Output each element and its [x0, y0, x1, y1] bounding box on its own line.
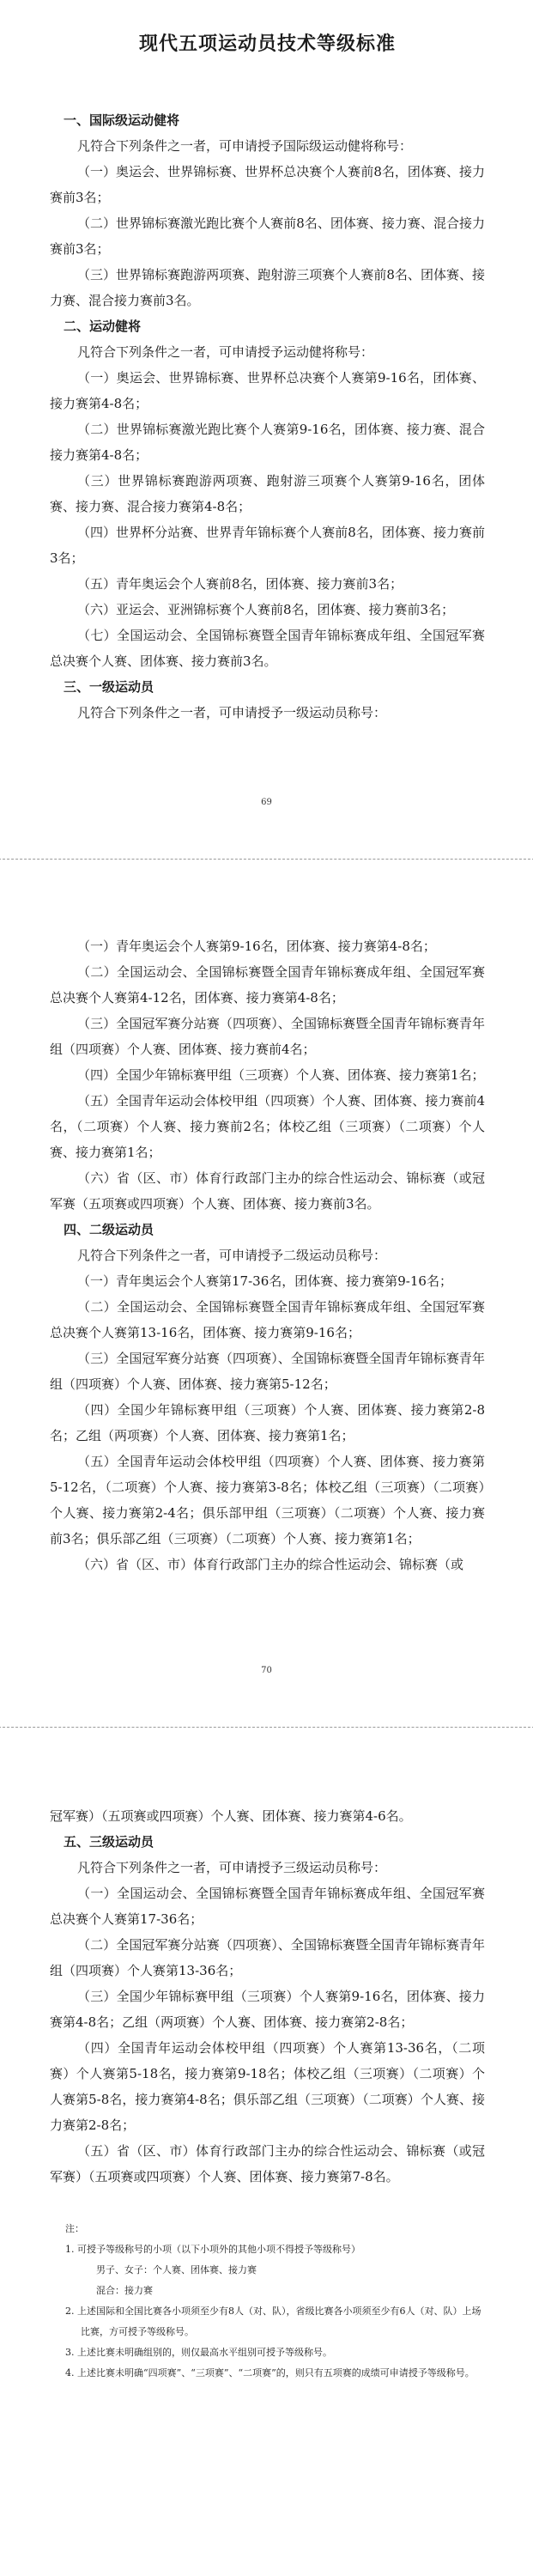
section-heading-third-class: 五、三级运动员 — [64, 1834, 154, 1850]
criteria-item: （二）全国运动会、全国锦标赛暨全国青年锦标赛成年组、全国冠军赛总决赛个人赛第4-12名，团体赛、接力赛第4-8名； — [50, 964, 485, 1005]
criteria-item: （三）全国冠军赛分站赛（四项赛）、全国锦标赛暨全国青年锦标赛青年组（四项赛）个人赛、团体赛、接力赛前4名； — [50, 1016, 485, 1057]
document-title: 现代五项运动员技术等级标准 — [138, 33, 396, 55]
criteria-item: （一）青年奥运会个人赛第17-36名，团体赛、接力赛第9-16名； — [77, 1273, 452, 1289]
section-intro: 凡符合下列条件之一者，可申请授予运动健将称号： — [77, 344, 374, 360]
page-number: 70 — [261, 1666, 272, 1675]
note-subitem: 混合：接力赛 — [96, 2285, 153, 2296]
section-heading-first-class: 三、一级运动员 — [64, 679, 154, 695]
criteria-item: （一）青年奥运会个人赛第9-16名，团体赛、接力赛第4-8名； — [77, 939, 436, 954]
criteria-item: （二）世界锦标赛激光跑比赛个人赛第9-16名，团体赛、接力赛、混合接力赛第4-8名； — [50, 422, 485, 463]
criteria-item: （一）奥运会、世界锦标赛、世界杯总决赛个人赛第9-16名，团体赛、接力赛第4-8名； — [50, 370, 485, 411]
section-intro: 凡符合下列条件之一者，可申请授予二级运动员称号： — [77, 1248, 387, 1263]
criteria-item: （六）省（区、市）体育行政部门主办的综合性运动会、锦标赛（或 — [77, 1557, 464, 1572]
notes-title: 注： — [65, 2223, 84, 2234]
section-heading-second-class: 四、二级运动员 — [64, 1222, 154, 1237]
note-item: 2. 上述国际和全国比赛各小项须至少有8人（对、队），省级比赛各小项须至少有6人（对、队）上场比赛，方可授予等级称号。 — [65, 2306, 482, 2337]
criteria-item: （三）世界锦标赛跑游两项赛、跑射游三项赛个人赛第9-16名，团体赛、接力赛、混合接力赛第4-8名； — [50, 473, 485, 514]
notes-section — [50, 2219, 485, 2384]
criteria-item: （七）全国运动会、全国锦标赛暨全国青年锦标赛成年组、全国冠军赛总决赛个人赛、团体赛、接力赛前3名。 — [50, 628, 485, 669]
criteria-item: （六）亚运会、亚洲锦标赛个人赛前8名，团体赛、接力赛前3名； — [77, 602, 455, 617]
criteria-item: （五）青年奥运会个人赛前8名，团体赛、接力赛前3名； — [77, 576, 403, 592]
section-heading-international-master: 一、国际级运动健将 — [64, 112, 180, 128]
criteria-item: （五）全国青年运动会体校甲组（四项赛）个人赛、团体赛、接力赛第5-12名，（二项赛）个人赛、接力赛第3-8名；体校乙组（三项赛）（二项赛）个人赛、接力赛第2-4名；俱乐部甲组（三项赛）（二项赛）个人赛、接力赛前3名；俱乐部乙组（三项赛）（二项赛）个人赛、接力赛第1名； — [50, 1454, 485, 1546]
criteria-item: （五）省（区、市）体育行政部门主办的综合性运动会、锦标赛（或冠军赛）（五项赛或四项赛）个人赛、团体赛、接力赛第7-8名。 — [50, 2143, 485, 2184]
criteria-item: （三）全国少年锦标赛甲组（三项赛）个人赛第9-16名，团体赛、接力赛第4-8名；乙组（两项赛）个人赛、团体赛、接力赛第2-8名； — [50, 1989, 485, 2030]
section-intro: 凡符合下列条件之一者，可申请授予一级运动员称号： — [77, 705, 387, 720]
criteria-item: （二）全国冠军赛分站赛（四项赛）、全国锦标赛暨全国青年锦标赛青年组（四项赛）个人赛第13-36名； — [50, 1937, 485, 1978]
note-item: 1. 可授予等级称号的小项（以下小项外的其他小项不得授予等级称号） — [65, 2244, 360, 2255]
note-subitem: 男子、女子：个人赛、团体赛、接力赛 — [96, 2264, 257, 2275]
document-page-1 — [0, 0, 533, 859]
criteria-item: （五）全国青年运动会体校甲组（四项赛）个人赛、团体赛、接力赛前4名，（二项赛）个人赛、接力赛前2名；体校乙组（三项赛）（二项赛）个人赛、接力赛第1名； — [50, 1093, 485, 1160]
criteria-item: （四）世界杯分站赛、世界青年锦标赛个人赛前8名，团体赛、接力赛前3名； — [50, 525, 485, 566]
criteria-item: （六）省（区、市）体育行政部门主办的综合性运动会、锦标赛（或冠军赛（五项赛或四项赛）个人赛、团体赛、接力赛前3名。 — [50, 1170, 485, 1212]
criteria-item: （二）世界锦标赛激光跑比赛个人赛前8名、团体赛、接力赛、混合接力赛前3名； — [50, 216, 485, 257]
criteria-item: （一）全国运动会、全国锦标赛暨全国青年锦标赛成年组、全国冠军赛总决赛个人赛第17-36名； — [50, 1886, 485, 1927]
page-number: 69 — [261, 798, 272, 807]
document-page-3 — [0, 1728, 533, 2576]
document-page-2 — [0, 860, 533, 1727]
criteria-item: （四）全国少年锦标赛甲组（三项赛）个人赛、团体赛、接力赛第1名； — [77, 1067, 485, 1083]
note-item: 3. 上述比赛未明确组别的，则仅最高水平组别可授予等级称号。 — [65, 2347, 332, 2358]
criteria-item: （三）全国冠军赛分站赛（四项赛）、全国锦标赛暨全国青年锦标赛青年组（四项赛）个人赛、团体赛、接力赛第5-12名； — [50, 1351, 485, 1392]
criteria-item: （二）全国运动会、全国锦标赛暨全国青年锦标赛成年组、全国冠军赛总决赛个人赛第13-16名，团体赛、接力赛第9-16名； — [50, 1299, 485, 1340]
section-heading-master: 二、运动健将 — [64, 319, 142, 334]
section-intro: 凡符合下列条件之一者，可申请授予国际级运动健将称号： — [77, 138, 413, 154]
section-intro: 凡符合下列条件之一者，可申请授予三级运动员称号： — [77, 1860, 387, 1875]
criteria-item: （四）全国少年锦标赛甲组（三项赛）个人赛、团体赛、接力赛第2-8名；乙组（两项赛）个人赛、团体赛、接力赛第1名； — [50, 1402, 485, 1443]
note-item: 4. 上述比赛未明确“四项赛”、“三项赛”、“二项赛”的，则只有五项赛的成绩可申请授予等级称号。 — [65, 2367, 475, 2379]
continuation-text: 冠军赛）（五项赛或四项赛）个人赛、团体赛、接力赛第4-6名。 — [50, 1808, 412, 1824]
criteria-item: （四）全国青年运动会体校甲组（四项赛）个人赛第13-36名，（二项赛）个人赛第5-18名，接力赛第9-18名；体校乙组（三项赛）（二项赛）个人赛第5-8名，接力赛第4-8名；俱乐部乙组（三项赛）（二项赛）个人赛、接力赛第2-8名； — [50, 2040, 485, 2133]
criteria-item: （一）奥运会、世界锦标赛、世界杯总决赛个人赛前8名，团体赛、接力赛前3名； — [50, 164, 485, 205]
criteria-item: （三）世界锦标赛跑游两项赛、跑射游三项赛个人赛前8名、团体赛、接力赛、混合接力赛前3名。 — [50, 267, 485, 308]
